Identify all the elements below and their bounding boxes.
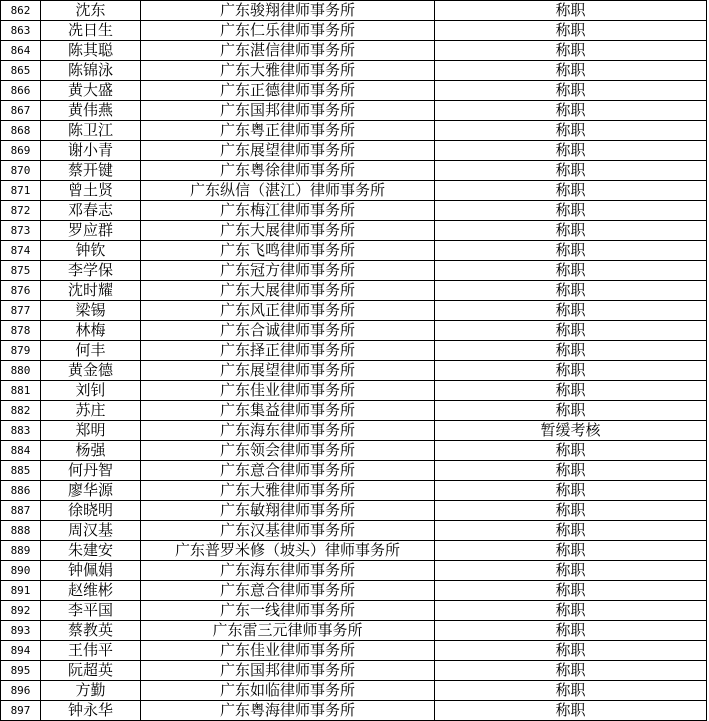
- law-firm-cell: 广东梅江律师事务所: [141, 201, 435, 221]
- row-number-cell: 873: [1, 221, 41, 241]
- assessment-result-cell: 称职: [435, 361, 707, 381]
- assessment-result-cell: 称职: [435, 701, 707, 721]
- law-firm-cell: 广东冠方律师事务所: [141, 261, 435, 281]
- assessment-result-cell: 称职: [435, 561, 707, 581]
- row-number-cell: 882: [1, 401, 41, 421]
- law-firm-cell: 广东佳业律师事务所: [141, 381, 435, 401]
- law-firm-cell: 广东国邦律师事务所: [141, 661, 435, 681]
- law-firm-cell: 广东海东律师事务所: [141, 561, 435, 581]
- assessment-result-cell: 称职: [435, 301, 707, 321]
- lawyer-name-cell: 冼日生: [41, 21, 141, 41]
- assessment-result-cell: 称职: [435, 341, 707, 361]
- lawyer-name-cell: 陈其聪: [41, 41, 141, 61]
- row-number-cell: 895: [1, 661, 41, 681]
- row-number-cell: 881: [1, 381, 41, 401]
- assessment-result-cell: 称职: [435, 661, 707, 681]
- table-row: [1, 561, 707, 581]
- lawyer-name-cell: 黄大盛: [41, 81, 141, 101]
- lawyer-name-cell: 何丹智: [41, 461, 141, 481]
- table-row: [1, 141, 707, 161]
- row-number-cell: 893: [1, 621, 41, 641]
- law-firm-cell: 广东风正律师事务所: [141, 301, 435, 321]
- lawyer-name-cell: 蔡教英: [41, 621, 141, 641]
- lawyer-name-cell: 何丰: [41, 341, 141, 361]
- lawyer-name-cell: 曾土贤: [41, 181, 141, 201]
- lawyer-name-cell: 赵维彬: [41, 581, 141, 601]
- lawyer-name-cell: 陈锦泳: [41, 61, 141, 81]
- assessment-result-cell: 称职: [435, 621, 707, 641]
- law-firm-cell: 广东集益律师事务所: [141, 401, 435, 421]
- table-row: [1, 81, 707, 101]
- lawyer-name-cell: 罗应群: [41, 221, 141, 241]
- table-row: [1, 301, 707, 321]
- assessment-result-cell: 称职: [435, 141, 707, 161]
- law-firm-cell: 广东大展律师事务所: [141, 281, 435, 301]
- table-row: [1, 401, 707, 421]
- table-row: [1, 501, 707, 521]
- lawyer-name-cell: 阮超英: [41, 661, 141, 681]
- law-firm-cell: 广东一线律师事务所: [141, 601, 435, 621]
- lawyer-name-cell: 刘钊: [41, 381, 141, 401]
- law-firm-cell: 广东飞鸣律师事务所: [141, 241, 435, 261]
- lawyer-name-cell: 朱建安: [41, 541, 141, 561]
- law-firm-cell: 广东纵信（湛江）律师事务所: [141, 181, 435, 201]
- row-number-cell: 875: [1, 261, 41, 281]
- table-row: [1, 321, 707, 341]
- row-number-cell: 866: [1, 81, 41, 101]
- row-number-cell: 867: [1, 101, 41, 121]
- law-firm-cell: 广东大雅律师事务所: [141, 61, 435, 81]
- law-firm-cell: 广东湛信律师事务所: [141, 41, 435, 61]
- lawyer-name-cell: 钟永华: [41, 701, 141, 721]
- row-number-cell: 892: [1, 601, 41, 621]
- row-number-cell: 897: [1, 701, 41, 721]
- lawyer-name-cell: 李平国: [41, 601, 141, 621]
- assessment-result-cell: 称职: [435, 121, 707, 141]
- assessment-result-cell: 暂缓考核: [435, 421, 707, 441]
- law-firm-cell: 广东粤徐律师事务所: [141, 161, 435, 181]
- assessment-result-cell: 称职: [435, 241, 707, 261]
- table-row: [1, 281, 707, 301]
- row-number-cell: 862: [1, 1, 41, 21]
- lawyer-name-cell: 谢小青: [41, 141, 141, 161]
- assessment-result-cell: 称职: [435, 481, 707, 501]
- row-number-cell: 872: [1, 201, 41, 221]
- row-number-cell: 896: [1, 681, 41, 701]
- table-row: [1, 701, 707, 721]
- table-row: [1, 541, 707, 561]
- row-number-cell: 883: [1, 421, 41, 441]
- law-firm-cell: 广东合诚律师事务所: [141, 321, 435, 341]
- lawyer-name-cell: 杨强: [41, 441, 141, 461]
- assessment-result-cell: 称职: [435, 81, 707, 101]
- lawyer-name-cell: 李学保: [41, 261, 141, 281]
- lawyer-name-cell: 周汉基: [41, 521, 141, 541]
- assessment-result-cell: 称职: [435, 681, 707, 701]
- table-row: [1, 441, 707, 461]
- law-firm-cell: 广东正德律师事务所: [141, 81, 435, 101]
- assessment-result-cell: 称职: [435, 581, 707, 601]
- lawyer-name-cell: 黄伟燕: [41, 101, 141, 121]
- table-row: [1, 621, 707, 641]
- law-firm-cell: 广东雷三元律师事务所: [141, 621, 435, 641]
- assessment-result-cell: 称职: [435, 401, 707, 421]
- table-row: [1, 361, 707, 381]
- row-number-cell: 886: [1, 481, 41, 501]
- assessment-result-cell: 称职: [435, 501, 707, 521]
- law-firm-cell: 广东骏翔律师事务所: [141, 1, 435, 21]
- assessment-result-cell: 称职: [435, 541, 707, 561]
- table-row: [1, 661, 707, 681]
- law-firm-cell: 广东展望律师事务所: [141, 141, 435, 161]
- row-number-cell: 868: [1, 121, 41, 141]
- assessment-result-cell: 称职: [435, 281, 707, 301]
- row-number-cell: 889: [1, 541, 41, 561]
- assessment-result-cell: 称职: [435, 61, 707, 81]
- lawyer-name-cell: 林梅: [41, 321, 141, 341]
- assessment-result-cell: 称职: [435, 601, 707, 621]
- lawyer-name-cell: 王伟平: [41, 641, 141, 661]
- law-firm-cell: 广东国邦律师事务所: [141, 101, 435, 121]
- row-number-cell: 878: [1, 321, 41, 341]
- assessment-result-cell: 称职: [435, 161, 707, 181]
- law-firm-cell: 广东意合律师事务所: [141, 461, 435, 481]
- lawyer-name-cell: 郑明: [41, 421, 141, 441]
- law-firm-cell: 广东大雅律师事务所: [141, 481, 435, 501]
- lawyer-name-cell: 黄金德: [41, 361, 141, 381]
- row-number-cell: 863: [1, 21, 41, 41]
- lawyer-name-cell: 蔡开键: [41, 161, 141, 181]
- row-number-cell: 877: [1, 301, 41, 321]
- law-firm-cell: 广东领会律师事务所: [141, 441, 435, 461]
- row-number-cell: 869: [1, 141, 41, 161]
- lawyer-name-cell: 陈卫江: [41, 121, 141, 141]
- table-row: [1, 221, 707, 241]
- table-row: [1, 461, 707, 481]
- table-row: [1, 101, 707, 121]
- table-row: [1, 641, 707, 661]
- row-number-cell: 891: [1, 581, 41, 601]
- table-row: [1, 481, 707, 501]
- table-row: [1, 241, 707, 261]
- table-row: [1, 201, 707, 221]
- row-number-cell: 879: [1, 341, 41, 361]
- table-row: [1, 261, 707, 281]
- law-firm-cell: 广东普罗米修（坡头）律师事务所: [141, 541, 435, 561]
- assessment-result-cell: 称职: [435, 521, 707, 541]
- law-firm-cell: 广东粤海律师事务所: [141, 701, 435, 721]
- table-row: [1, 61, 707, 81]
- row-number-cell: 870: [1, 161, 41, 181]
- table-row: [1, 41, 707, 61]
- assessment-result-cell: 称职: [435, 41, 707, 61]
- table-row: [1, 121, 707, 141]
- table-row: [1, 161, 707, 181]
- law-firm-cell: 广东如临律师事务所: [141, 681, 435, 701]
- row-number-cell: 885: [1, 461, 41, 481]
- lawyer-name-cell: 钟钦: [41, 241, 141, 261]
- lawyer-name-cell: 邓春志: [41, 201, 141, 221]
- assessment-result-cell: 称职: [435, 441, 707, 461]
- law-firm-cell: 广东展望律师事务所: [141, 361, 435, 381]
- law-firm-cell: 广东择正律师事务所: [141, 341, 435, 361]
- table-row: [1, 21, 707, 41]
- row-number-cell: 884: [1, 441, 41, 461]
- lawyer-name-cell: 苏庄: [41, 401, 141, 421]
- lawyer-name-cell: 钟佩娟: [41, 561, 141, 581]
- assessment-result-cell: 称职: [435, 321, 707, 341]
- table-row: [1, 581, 707, 601]
- table-row: [1, 341, 707, 361]
- law-firm-cell: 广东佳业律师事务所: [141, 641, 435, 661]
- assessment-result-cell: 称职: [435, 101, 707, 121]
- law-firm-cell: 广东大展律师事务所: [141, 221, 435, 241]
- law-firm-cell: 广东海东律师事务所: [141, 421, 435, 441]
- law-firm-cell: 广东敏翔律师事务所: [141, 501, 435, 521]
- row-number-cell: 874: [1, 241, 41, 261]
- assessment-result-cell: 称职: [435, 201, 707, 221]
- law-firm-cell: 广东汉基律师事务所: [141, 521, 435, 541]
- row-number-cell: 880: [1, 361, 41, 381]
- assessment-result-cell: 称职: [435, 641, 707, 661]
- assessment-result-cell: 称职: [435, 181, 707, 201]
- row-number-cell: 887: [1, 501, 41, 521]
- table-row: [1, 1, 707, 21]
- law-firm-cell: 广东粤正律师事务所: [141, 121, 435, 141]
- table-row: [1, 601, 707, 621]
- row-number-cell: 871: [1, 181, 41, 201]
- lawyer-name-cell: 梁锡: [41, 301, 141, 321]
- assessment-result-cell: 称职: [435, 461, 707, 481]
- row-number-cell: 864: [1, 41, 41, 61]
- lawyer-name-cell: 沈东: [41, 1, 141, 21]
- lawyer-name-cell: 方勤: [41, 681, 141, 701]
- table-row: [1, 521, 707, 541]
- table-row: [1, 681, 707, 701]
- table-row: [1, 421, 707, 441]
- table-body: [1, 1, 707, 721]
- table-row: [1, 181, 707, 201]
- law-firm-cell: 广东意合律师事务所: [141, 581, 435, 601]
- lawyer-name-cell: 廖华源: [41, 481, 141, 501]
- assessment-result-cell: 称职: [435, 381, 707, 401]
- law-firm-cell: 广东仁乐律师事务所: [141, 21, 435, 41]
- table-row: [1, 381, 707, 401]
- assessment-result-cell: 称职: [435, 1, 707, 21]
- lawyer-name-cell: 徐晓明: [41, 501, 141, 521]
- assessment-result-cell: 称职: [435, 221, 707, 241]
- row-number-cell: 888: [1, 521, 41, 541]
- assessment-result-cell: 称职: [435, 21, 707, 41]
- row-number-cell: 890: [1, 561, 41, 581]
- lawyer-name-cell: 沈时耀: [41, 281, 141, 301]
- row-number-cell: 876: [1, 281, 41, 301]
- row-number-cell: 894: [1, 641, 41, 661]
- row-number-cell: 865: [1, 61, 41, 81]
- assessment-result-cell: 称职: [435, 261, 707, 281]
